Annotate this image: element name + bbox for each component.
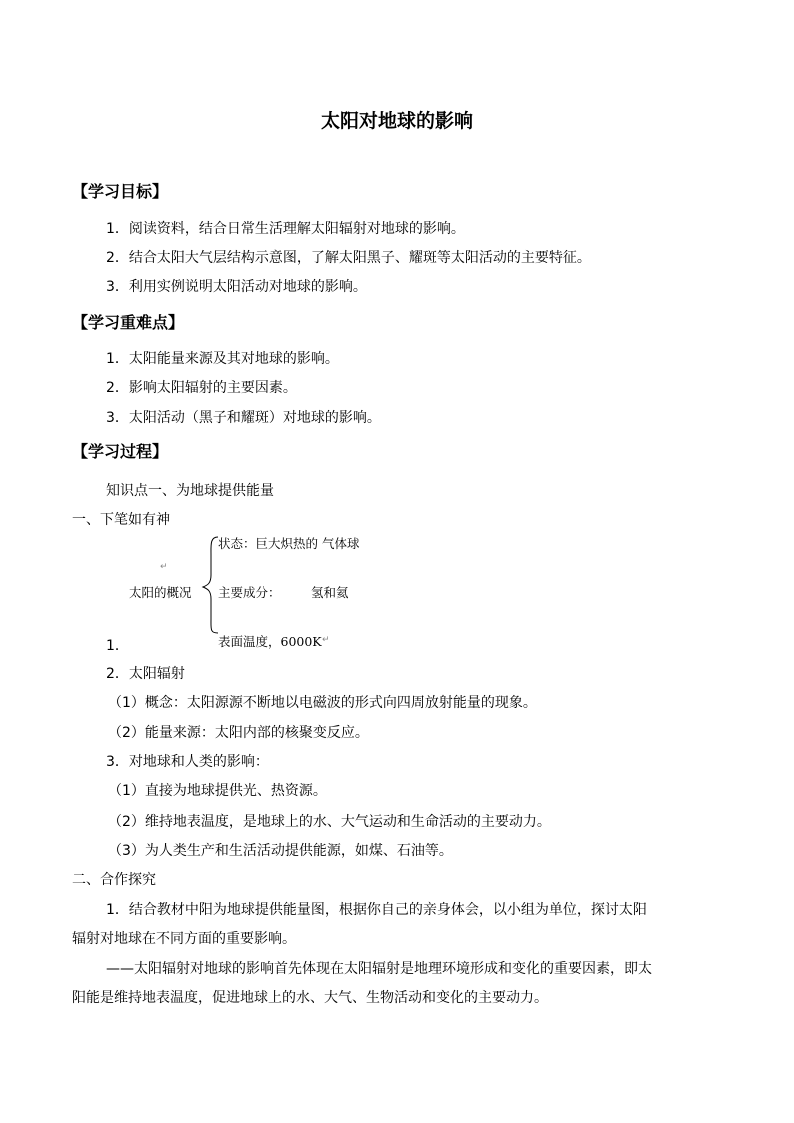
diagram-state: 状态：巨大炽热的 气体球 [218, 536, 360, 551]
objective-item: 3．利用实例说明太阳活动对地球的影响。 [106, 279, 367, 295]
item3-sub: （1）直接为地球提供光、热资源。 [108, 783, 327, 799]
objectives-heading: 【学习目标】 [72, 182, 169, 201]
diagram-composition-label: 主要成分： [218, 585, 281, 600]
part2-answer: ——太阳辐射对地球的影响首先体现在太阳辐射是地理环境形成和变化的重要因素，即太 [106, 961, 652, 977]
process-heading: 【学习过程】 [72, 442, 169, 461]
return-mark: ↵ [322, 635, 330, 645]
return-mark: ↵ [160, 562, 168, 572]
brace-icon [200, 535, 220, 635]
key-points-heading: 【学习重难点】 [72, 313, 185, 332]
objective-item: 1．阅读资料，结合日常生活理解太阳辐射对地球的影响。 [106, 221, 465, 237]
item2-sub: （2）能量来源：太阳内部的核聚变反应。 [108, 725, 369, 741]
page-title: 太阳对地球的影响 [320, 110, 473, 132]
knowledge-point-title: 知识点一、为地球提供能量 [106, 483, 274, 499]
key-point-item: 2．影响太阳辐射的主要因素。 [106, 380, 297, 396]
key-point-item: 1．太阳能量来源及其对地球的影响。 [106, 351, 339, 367]
diagram-center-label: 太阳的概况 [129, 585, 192, 600]
item3-title: 3．对地球和人类的影响： [106, 754, 269, 770]
objective-item: 2．结合太阳大气层结构示意图，了解太阳黑子、耀斑等太阳活动的主要特征。 [106, 250, 591, 266]
item2-title: 2．太阳辐射 [106, 666, 185, 682]
item1-number: 1． [106, 638, 129, 654]
item2-sub: （1）概念：太阳源源不断地以电磁波的形式向四周放射能量的现象。 [108, 695, 537, 711]
item3-sub: （2）维持地表温度，是地球上的水、大气运动和生命活动的主要动力。 [108, 814, 551, 830]
part2-answer: 阳能是维持地表温度，促进地球上的水、大气、生物活动和变化的主要动力。 [72, 990, 548, 1006]
key-point-item: 3．太阳活动（黑子和耀斑）对地球的影响。 [106, 410, 381, 426]
part2-question: 1．结合教材中阳为地球提供能量图，根据你自己的亲身体会，以小组为单位，探讨太阳 [106, 902, 647, 918]
diagram-surface-temp: 表面温度，6000K [218, 634, 322, 649]
diagram-composition-value: 氢和氦 [311, 585, 349, 600]
part2-title: 二、合作探究 [72, 872, 156, 888]
part1-title: 一、下笔如有神 [72, 512, 170, 528]
item3-sub: （3）为人类生产和生活活动提供能源，如煤、石油等。 [108, 843, 453, 859]
part2-question: 辐射对地球在不同方面的重要影响。 [72, 931, 296, 947]
